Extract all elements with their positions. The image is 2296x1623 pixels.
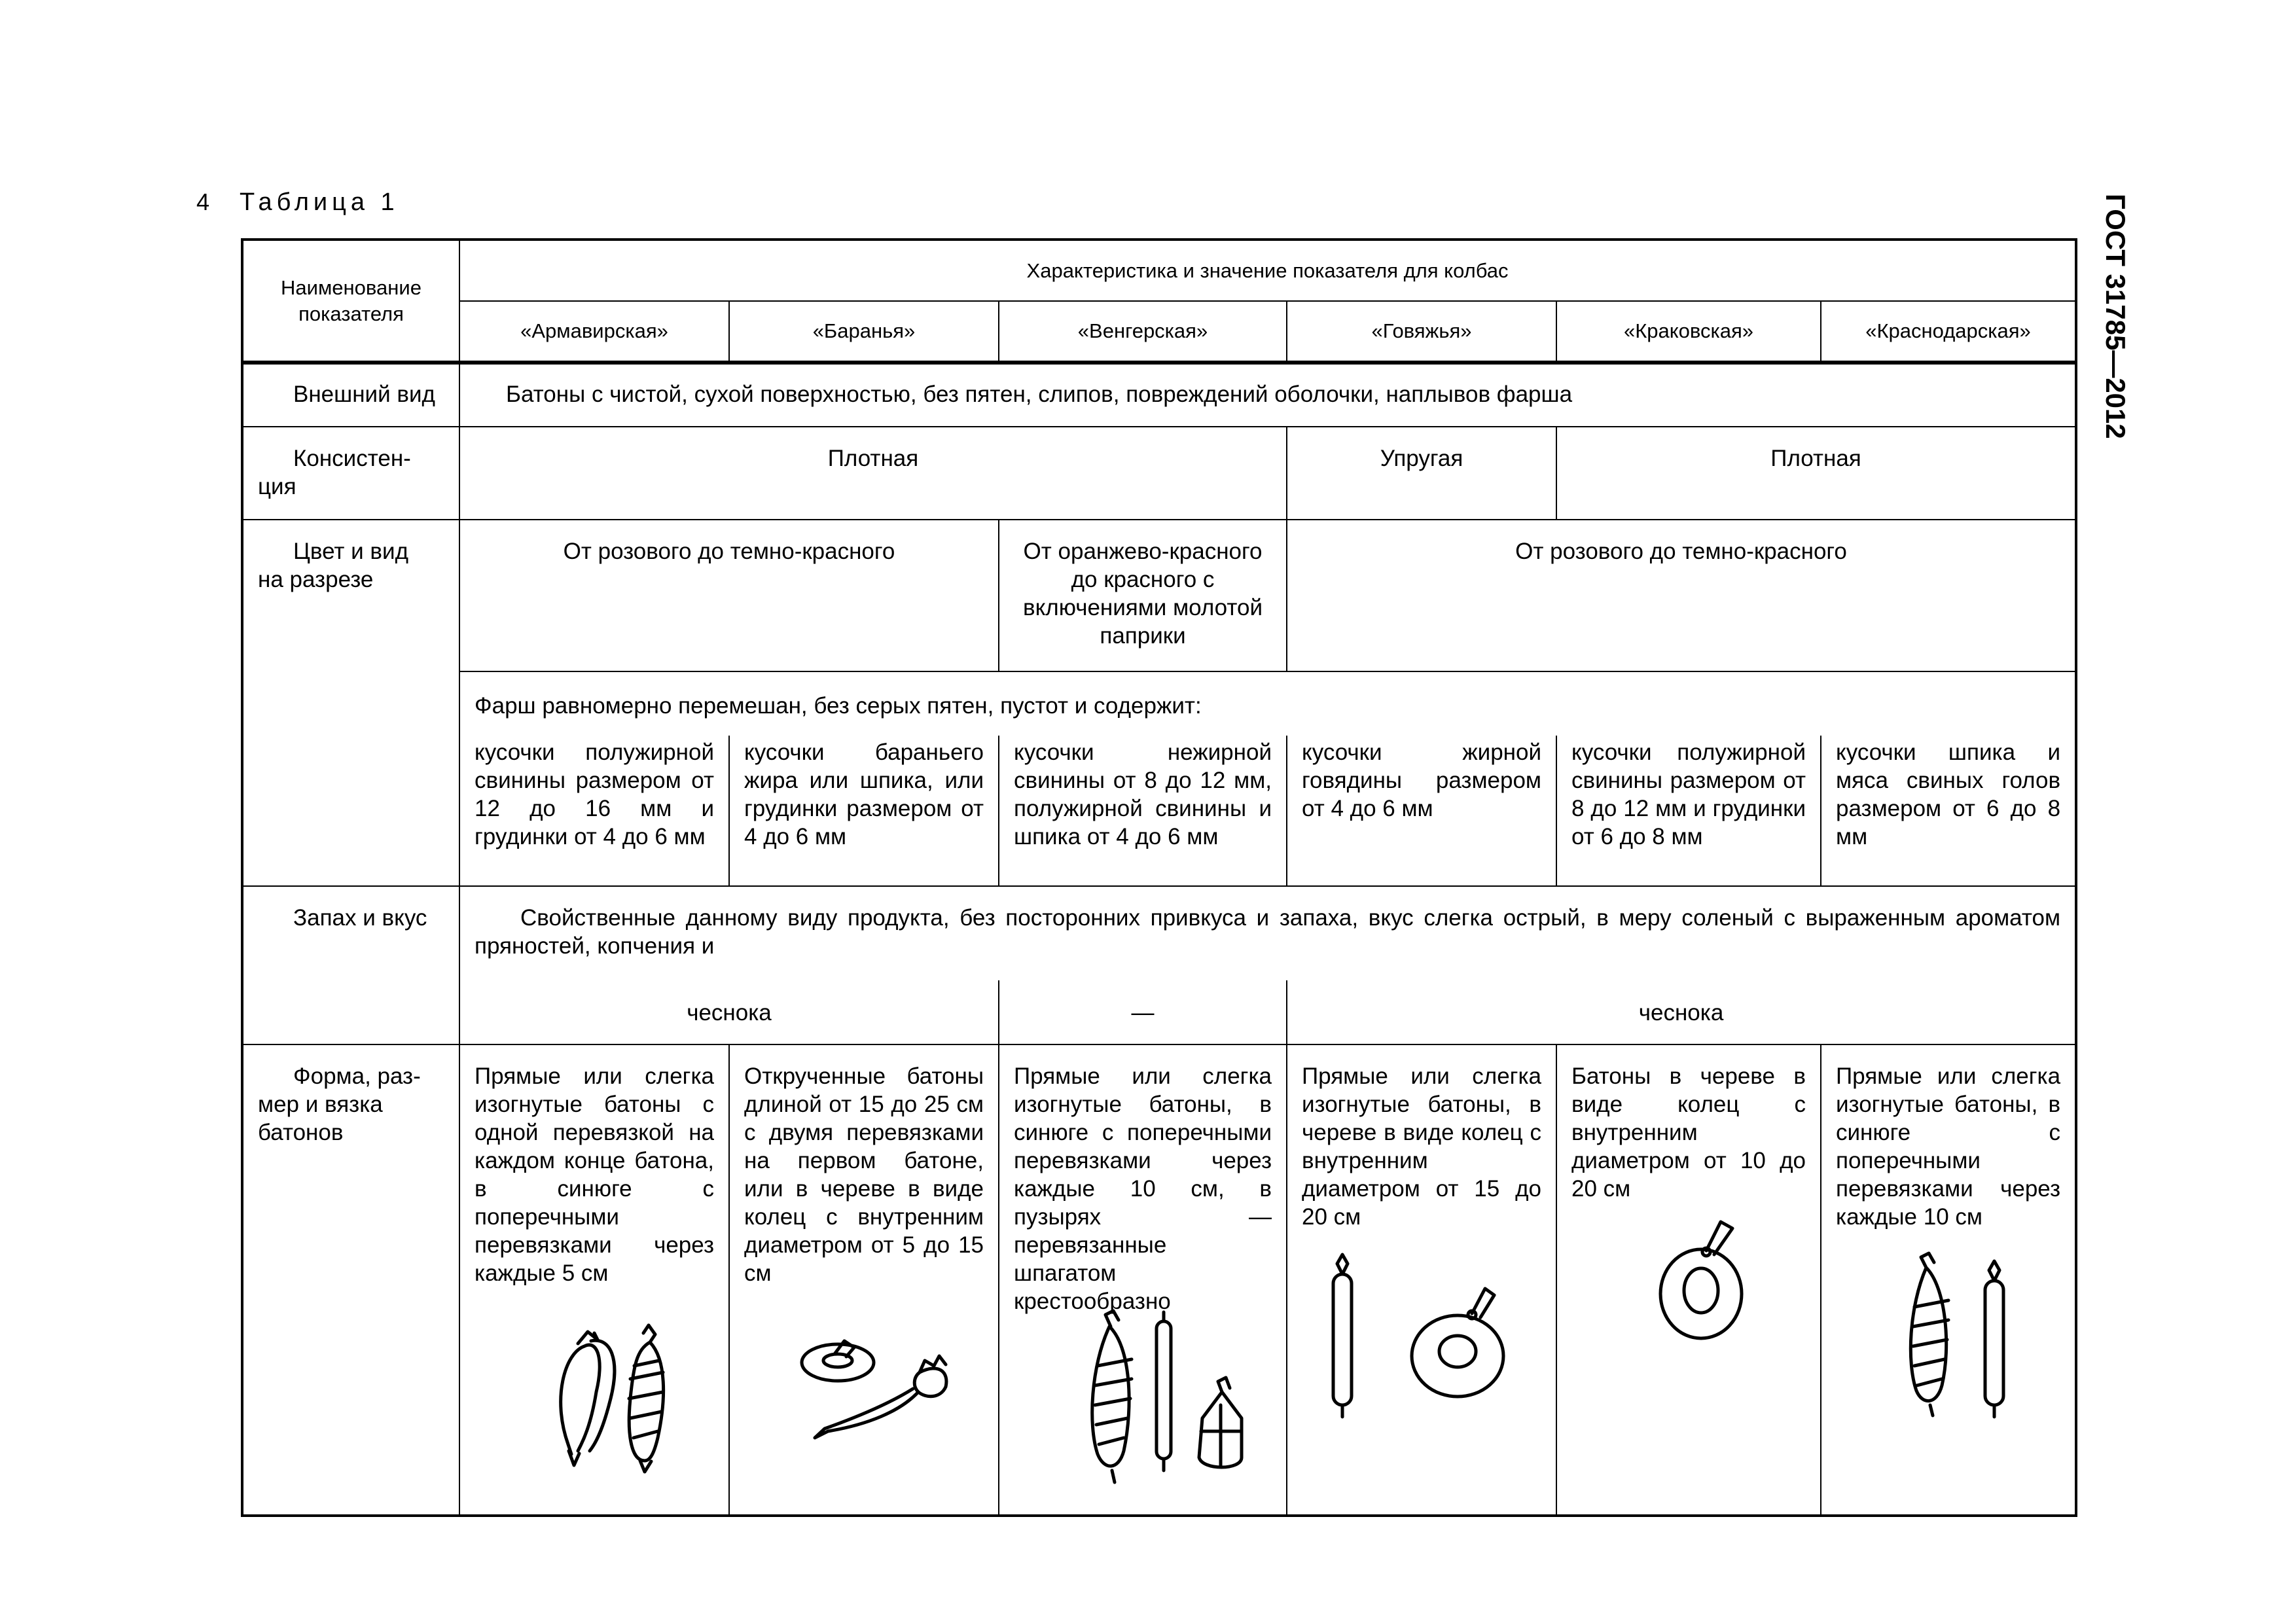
smell-dash: — <box>999 980 1287 1044</box>
column-header-govyazhya: «Говяжья» <box>1287 301 1556 363</box>
column-header-krakovskaya: «Краковская» <box>1556 301 1821 363</box>
consistency-dense-left: Плотная <box>459 427 1287 520</box>
shape-text-armavirskaya: Прямые или слегка изогнутые батоны с одной перевязкой на каждом конце батона, в синюге с поперечными перевязками через каждые 5 см <box>475 1063 714 1286</box>
sausage-illustration-krasnodarskaya <box>1880 1248 2051 1444</box>
shape-text-baranya: Открученные батоны длиной от 15 до 25 см с двумя перевязками на первом батоне, или в череве в виде колец с внутренним диаметром от 5 до 15 см <box>744 1063 984 1286</box>
color-hungarian: От оранжево-красного до красного с включениями молотой паприки <box>999 520 1287 671</box>
header-group: Характеристика и значение показателя для колбас <box>459 240 2076 301</box>
shape-krakovskaya <box>1556 1044 1821 1516</box>
standard-label: ГОСТ 31785—2012 <box>2100 194 2131 439</box>
sausage-illustration-vengerskaya <box>1058 1307 1268 1490</box>
page-number: 4 <box>196 188 210 215</box>
header-name-column: Наименование показателя <box>242 240 459 363</box>
sausage-quality-table <box>241 238 2077 1517</box>
appearance-value: Батоны с чистой, сухой поверхностью, без пятен, слипов, повреждений оболочки, наплывов фарша <box>459 363 2076 427</box>
row-label-consistency: Консистен- ция <box>242 427 459 520</box>
smell-text: Свойственные данному виду продукта, без посторонних привкуса и запаха, вкус слегка острый, в меру соленый с выраженным ароматом пряностей, копчения и <box>459 886 2076 980</box>
shape-vengerskaya <box>999 1044 1287 1516</box>
inclusion-baranya: кусочки бараньего жира или шпика, или грудинки размером от 4 до 6 мм <box>729 736 999 886</box>
row-label-smell: Запах и вкус <box>242 886 459 1044</box>
inclusion-govyazhya: кусочки жирной говядины размером от 4 до 6 мм <box>1287 736 1556 886</box>
shape-krasnodarskaya <box>1821 1044 2076 1516</box>
column-header-krasnodarskaya: «Краснодарская» <box>1821 301 2076 363</box>
shape-text-krakovskaya: Батоны в череве в виде колец с внутренним диаметром от 10 до 20 см <box>1571 1063 1806 1202</box>
column-header-vengerskaya: «Венгерская» <box>999 301 1287 363</box>
table-caption: Таблица 1 <box>240 188 399 216</box>
shape-text-govyazhya: Прямые или слегка изогнутые батоны, в череве в виде колец с внутренним диаметром от 15 до 20 см <box>1302 1063 1541 1230</box>
smell-garlic-right: чеснока <box>1287 980 2076 1044</box>
sausage-illustration-baranya <box>789 1327 959 1457</box>
sausage-illustration-govyazhya <box>1307 1241 1556 1438</box>
consistency-dense-right: Плотная <box>1556 427 2076 520</box>
sausage-illustration-armavirskaya <box>506 1320 689 1477</box>
row-label-color: Цвет и вид на разрезе <box>242 520 459 886</box>
shape-text-krasnodarskaya: Прямые или слегка изогнутые батоны, в синюге с поперечными перевязками через каждые 10 см <box>1836 1063 2061 1230</box>
row-label-shape: Форма, раз- мер и вязка батонов <box>242 1044 459 1516</box>
inclusion-krakovskaya: кусочки полужирной свинины размером от 8 до 12 мм и грудинки от 6 до 8 мм <box>1556 736 1821 886</box>
shape-text-vengerskaya: Прямые или слегка изогнутые батоны, в синюге с поперечными перевязками через каждые 10 см, в пузырях — перевязанные шпагатом крестообразно <box>1014 1063 1272 1314</box>
sausage-illustration-krakovskaya <box>1623 1202 1780 1359</box>
inclusion-vengerskaya: кусочки нежирной свинины от 8 до 12 мм, полужирной свинины и шпика от 4 до 6 мм <box>999 736 1287 886</box>
color-right: От розового до темно-красного <box>1287 520 2076 671</box>
column-header-armavirskaya: «Армавирская» <box>459 301 729 363</box>
inclusion-krasnodarskaya: кусочки шпика и мяса свиных голов размером от 6 до 8 мм <box>1821 736 2076 886</box>
column-header-baranya: «Баранья» <box>729 301 999 363</box>
smell-garlic-left: чеснока <box>459 980 999 1044</box>
inclusion-armavirskaya: кусочки полужирной свинины размером от 12 до 16 мм и грудинки от 4 до 6 мм <box>459 736 729 886</box>
mince-intro: Фарш равномерно перемешан, без серых пятен, пустот и содержит: <box>459 671 2076 736</box>
shape-govyazhya <box>1287 1044 1556 1516</box>
row-label-appearance: Внешний вид <box>242 363 459 427</box>
shape-baranya <box>729 1044 999 1516</box>
consistency-elastic: Упругая <box>1287 427 1556 520</box>
color-left: От розового до темно-красного <box>459 520 999 671</box>
shape-armavirskaya <box>459 1044 729 1516</box>
